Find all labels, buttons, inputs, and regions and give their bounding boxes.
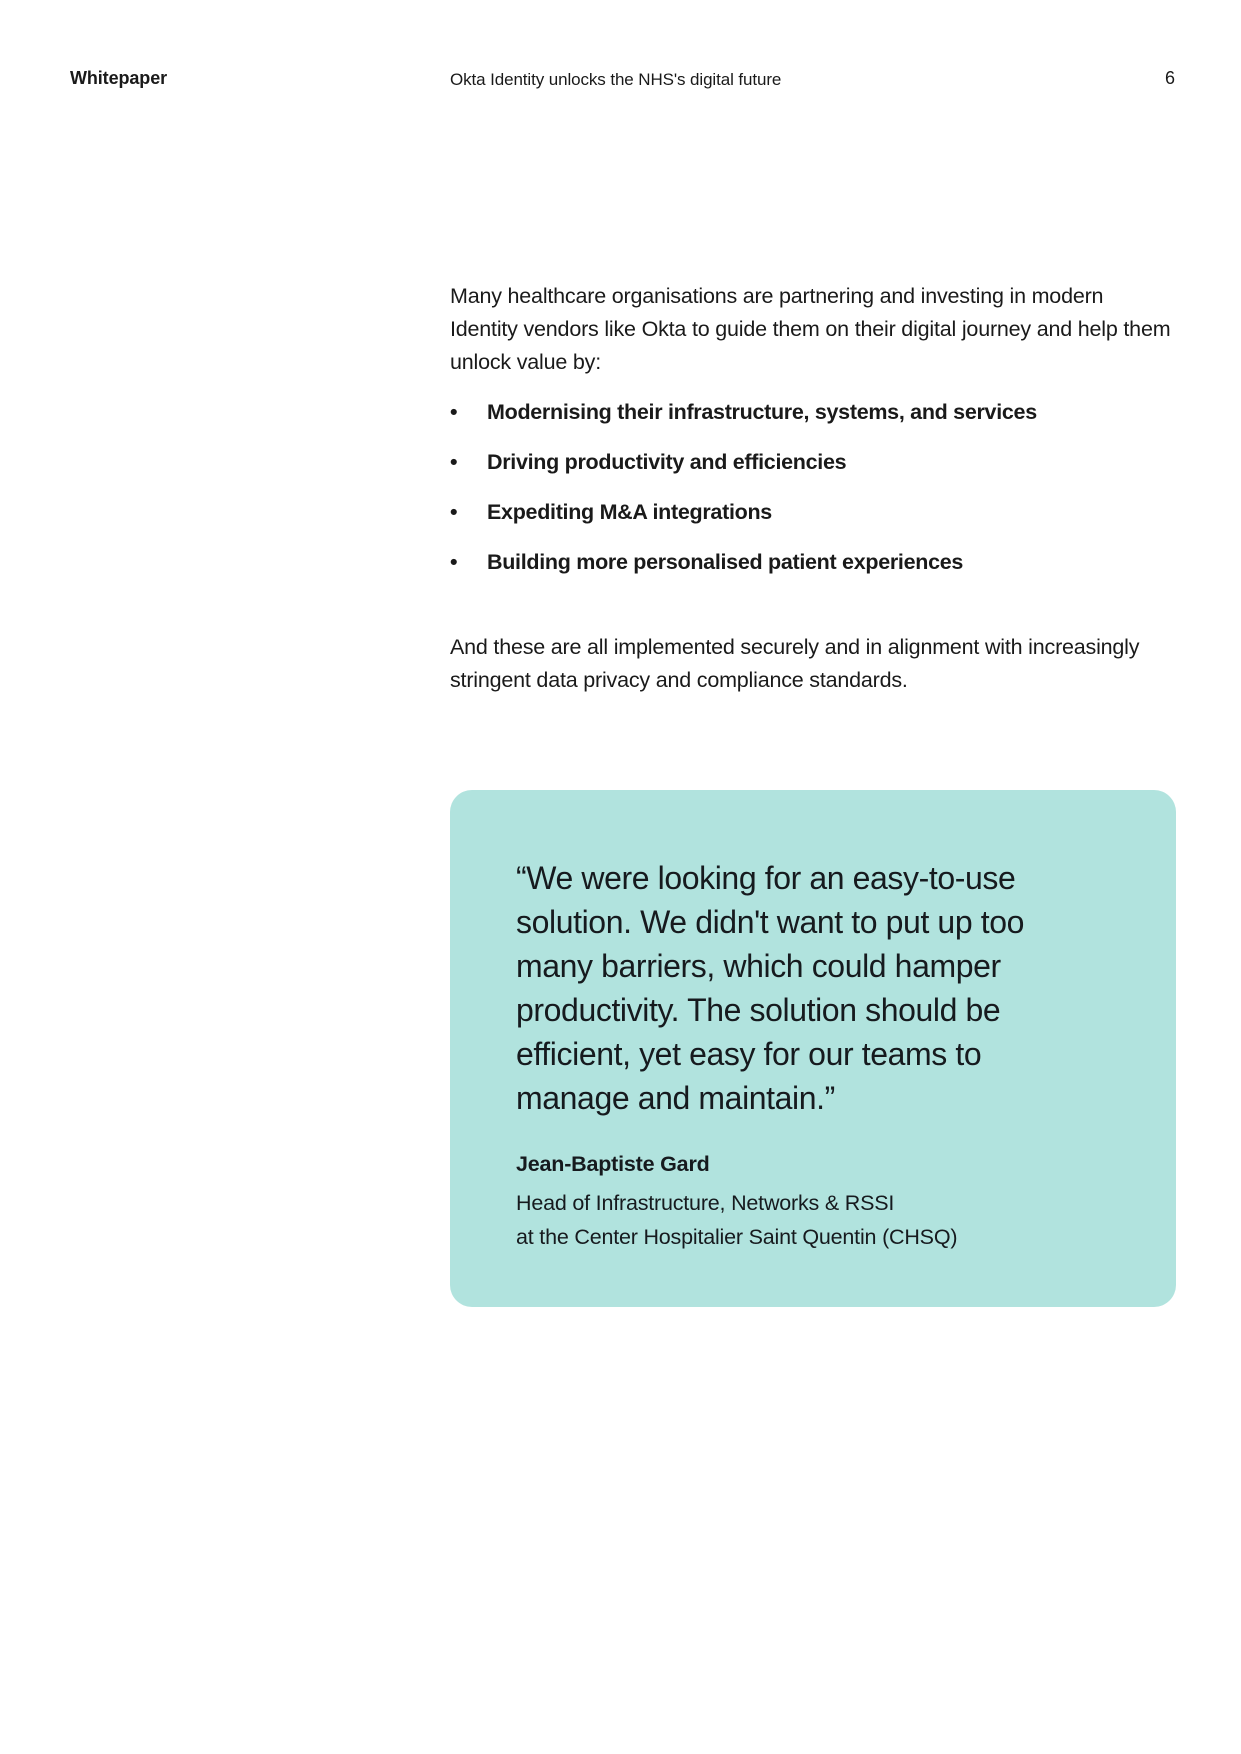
closing-paragraph: And these are all implemented securely and in alignment with increasingly stringent data privacy and compliance standards. <box>450 635 1140 692</box>
quote-author-role <box>516 1186 1116 1254</box>
intro-paragraph: Many healthcare organisations are partnering and investing in modern Identity vendors like Okta to guide them on their digital journey and help them unlock value by: <box>450 284 1171 374</box>
bullet-icon: • <box>450 500 458 524</box>
list-item-text: Modernising their infrastructure, systems, and services <box>487 400 1037 424</box>
list-item <box>450 546 1176 596</box>
document-type-label: Whitepaper <box>70 68 168 88</box>
quote-author-organisation: at the Center Hospitalier Saint Quentin (CHSQ) <box>516 1225 958 1249</box>
bullet-icon: • <box>450 450 458 474</box>
quote-card <box>450 790 1176 1307</box>
document-title: Okta Identity unlocks the NHS's digital future <box>450 70 782 89</box>
list-item <box>450 396 1176 446</box>
list-item <box>450 446 1176 496</box>
benefits-list <box>450 396 1176 596</box>
bullet-icon: • <box>450 550 458 574</box>
list-item-text: Building more personalised patient experiences <box>487 550 964 574</box>
page-number: 6 <box>1164 68 1175 88</box>
list-item <box>450 496 1176 546</box>
list-item-text: Expediting M&A integrations <box>487 500 772 524</box>
list-item-text: Driving productivity and efficiencies <box>487 450 847 474</box>
quote-author-name: Jean-Baptiste Gard <box>516 1152 710 1176</box>
quote-text: “We were looking for an easy-to-use solution. We didn't want to put up too many barriers, which could hamper productivity. The solution should be efficient, yet easy for our teams to manage and maintain.” <box>516 860 1024 1116</box>
quote-author-title: Head of Infrastructure, Networks & RSSI <box>516 1191 895 1215</box>
bullet-icon: • <box>450 400 458 424</box>
